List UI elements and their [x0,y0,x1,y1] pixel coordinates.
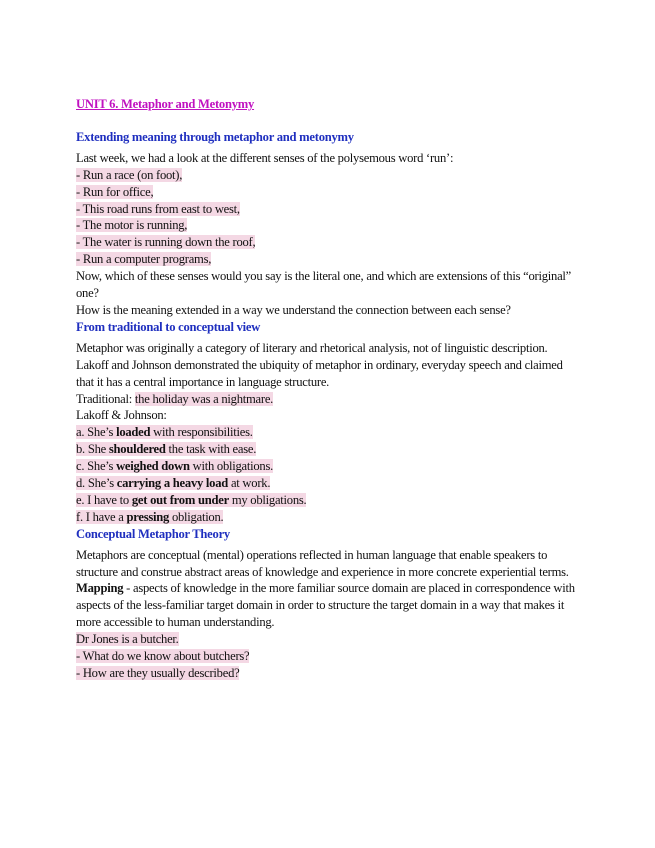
question-meaning-extension: How is the meaning extended in a way we understand the connection between each sense? [76,302,511,317]
example-highlight [76,442,256,456]
example-keyword: pressing [126,509,170,524]
sense-item [76,184,576,201]
mapping-term: Mapping [76,581,124,596]
paragraph-mapping [76,580,576,631]
sense-item [76,217,576,234]
example-item [76,509,576,526]
example-keyword: loaded [116,425,151,440]
example-item [76,492,576,509]
example-highlight [76,476,270,490]
example-suffix: the task with ease. [165,442,257,457]
example-prefix: e. I have to [76,492,132,507]
example-suffix: at work. [228,476,271,491]
example-item [76,441,576,458]
example-prefix: f. I have a [76,509,127,524]
butcher-example: Dr Jones is a butcher. [76,632,179,647]
example-prefix: c. She’s [76,459,117,474]
butcher-question [76,648,576,665]
example-keyword: get out from under [131,492,229,507]
example-item [76,424,576,441]
example-suffix: my obligations. [228,492,307,507]
butcher-question-text: - What do we know about butchers? [76,649,250,664]
traditional-line [76,391,576,408]
example-prefix: b. She [76,442,109,457]
example-keyword: carrying a heavy load [116,476,229,491]
section-heading-traditional-conceptual: From traditional to conceptual view [76,319,261,334]
example-item [76,458,576,475]
document-page [76,96,576,682]
example-prefix: a. She’s [76,425,117,440]
question-literal-sense: Now, which of these senses would you say is the literal one, and which are extensions of this “original” one? [76,269,571,301]
sense-item [76,234,576,251]
example-highlight [76,510,223,524]
butcher-question-text: - How are they usually described? [76,666,240,680]
intro-paragraph: Last week, we had a look at the different senses of the polysemous word ‘run’: [76,150,454,165]
example-keyword: weighed down [116,459,190,474]
sense-text: - The motor is running, [76,218,188,233]
example-prefix: d. She’s [76,476,117,491]
section-heading-conceptual-metaphor-theory: Conceptual Metaphor Theory [76,526,230,541]
sense-text: - This road runs from east to west, [76,201,240,216]
example-suffix: with obligations. [189,459,274,474]
butcher-example-line [76,631,576,648]
section-heading-extending-meaning: Extending meaning through metaphor and metonymy [76,129,354,144]
paragraph-lakoff-johnson: Lakoff and Johnson demonstrated the ubiquity of metaphor in ordinary, everyday speech and claimed that it has a central importance in language structure. [76,357,563,389]
sense-item [76,167,576,184]
example-highlight [76,425,253,439]
paragraph-metaphor-definition: Metaphors are conceptual (mental) operations reflected in human language that enable speakers to structure and construe abstract areas of knowledge and experience in more concrete experiential terms. [76,547,569,579]
example-suffix: obligation. [169,509,224,524]
sense-text: - The water is running down the roof, [76,235,256,250]
mapping-definition: - aspects of knowledge in the more familiar source domain are placed in correspondence with aspects of the less-familiar target domain in order to structure the target domain in a way that makes it more accessible to human understanding. [76,581,575,630]
lakoff-johnson-label: Lakoff & Johnson: [76,408,167,423]
example-highlight [76,493,306,507]
sense-text: - Run a computer programs, [76,252,212,267]
example-suffix: with responsibilities. [150,425,253,440]
sense-text: - Run for office, [76,184,154,199]
traditional-label: Traditional: [76,391,135,406]
sense-item [76,201,576,218]
paragraph-metaphor-origin: Metaphor was originally a category of literary and rhetorical analysis, not of linguistic description. [76,340,548,355]
example-highlight [76,459,273,473]
sense-text: - Run a race (on foot), [76,167,183,182]
butcher-question [76,665,576,682]
traditional-example: the holiday was a nightmare. [134,391,274,406]
sense-item [76,251,576,268]
example-keyword: shouldered [108,442,166,457]
unit-title: UNIT 6. Metaphor and Metonymy [76,97,255,111]
example-item [76,475,576,492]
